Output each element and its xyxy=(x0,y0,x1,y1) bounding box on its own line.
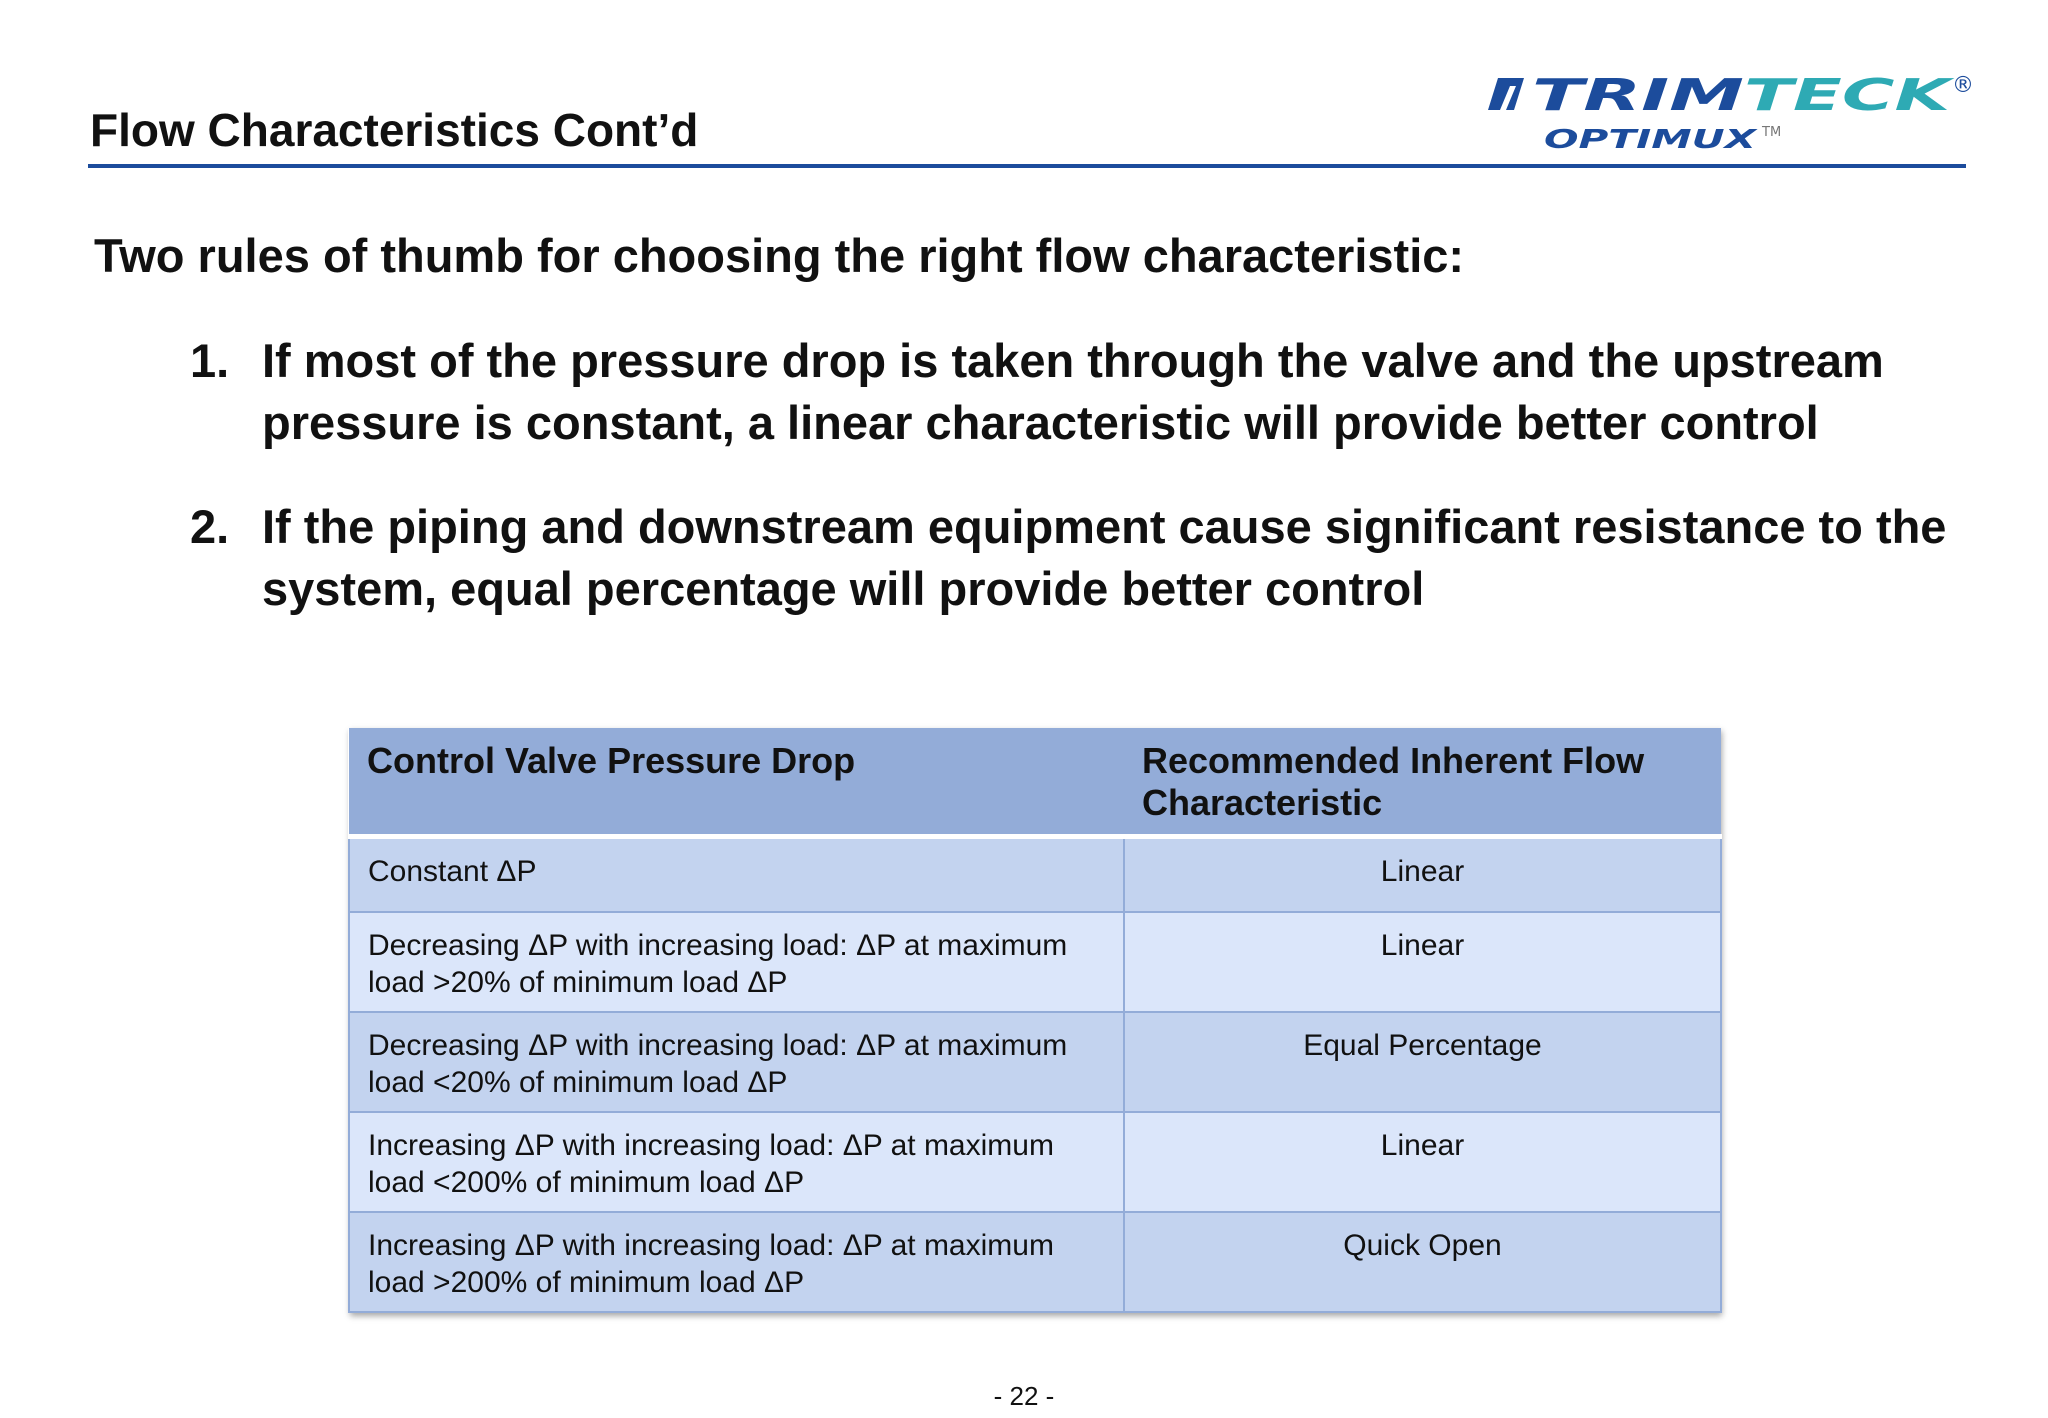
characteristic-cell: Linear xyxy=(1124,1112,1721,1212)
page-number: - 22 - xyxy=(993,1381,1055,1411)
logo-brand-teck: TECK xyxy=(1744,70,1955,121)
logo-trademark: TM xyxy=(1762,125,1782,140)
header-divider xyxy=(88,164,1966,168)
characteristic-cell: Quick Open xyxy=(1124,1212,1721,1312)
pressure-drop-cell: Constant ΔP xyxy=(349,837,1124,913)
logo-sub: OPTIMUX xyxy=(1544,125,1760,155)
characteristic-cell: Linear xyxy=(1124,912,1721,1012)
characteristic-cell: Equal Percentage xyxy=(1124,1012,1721,1112)
rule-item xyxy=(190,496,1980,620)
trimteck-logo xyxy=(1488,66,1974,156)
rule-number: 1. xyxy=(190,334,230,387)
pressure-drop-cell: Decreasing ΔP with increasing load: ΔP at maximum load <20% of minimum load ΔP xyxy=(349,1012,1124,1112)
page-title: Flow Characteristics Cont’d xyxy=(90,104,699,156)
rules-list xyxy=(190,330,1980,662)
rule-text: If the piping and downstream equipment cause significant resistance to the system, equal percentage will provide better control xyxy=(262,500,1947,615)
pressure-drop-cell: Increasing ΔP with increasing load: ΔP at maximum load >200% of minimum load ΔP xyxy=(349,1212,1124,1312)
table-row xyxy=(349,1212,1721,1312)
table-header-row xyxy=(349,728,1721,837)
rule-item xyxy=(190,330,1980,454)
column-header-flow-characteristic: Recommended Inherent Flow Characteristic xyxy=(1124,728,1721,837)
rule-text: If most of the pressure drop is taken through the valve and the upstream pressure is constant, a linear characteristic will provide better control xyxy=(262,334,1884,449)
pressure-drop-cell: Decreasing ΔP with increasing load: ΔP at maximum load >20% of minimum load ΔP xyxy=(349,912,1124,1012)
lead-text: Two rules of thumb for choosing the right flow characteristic: xyxy=(94,229,1465,282)
table-row xyxy=(349,912,1721,1012)
logo-registered: ® xyxy=(1952,73,1974,98)
pressure-drop-cell: Increasing ΔP with increasing load: ΔP at maximum load <200% of minimum load ΔP xyxy=(349,1112,1124,1212)
column-header-pressure-drop: Control Valve Pressure Drop xyxy=(349,728,1124,837)
logo-brand-trim: TRIM xyxy=(1532,70,1744,121)
table-row xyxy=(349,1012,1721,1112)
table-row xyxy=(349,837,1721,913)
characteristic-cell: Linear xyxy=(1124,837,1721,913)
recommendation-table xyxy=(348,728,1720,1313)
table-row xyxy=(349,1112,1721,1212)
rule-number: 2. xyxy=(190,500,230,553)
